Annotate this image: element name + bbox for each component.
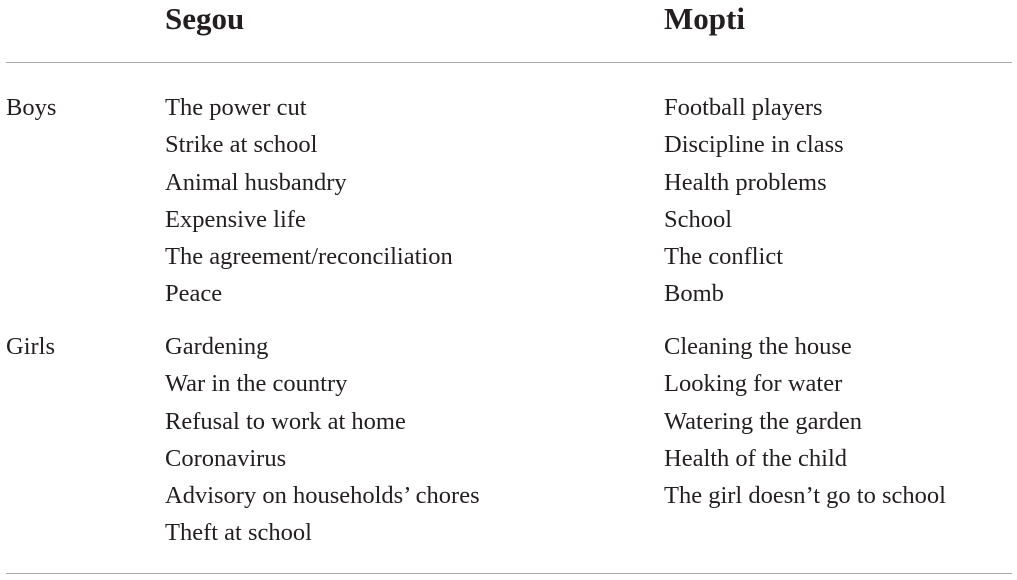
list-item: Football players [664,94,823,121]
list-item: The conflict [664,243,784,271]
column-header-mopti: Mopti [664,1,745,36]
cell-boys-segou [165,89,453,313]
list-item: Advisory on households’ chores [165,482,480,510]
list-item: Health of the child [664,444,848,472]
list-item: The agreement/reconciliation [165,243,453,271]
list-item: Cleaning the house [664,333,852,360]
row-label-girls: Girls [6,333,55,360]
list-item: Coronavirus [165,444,287,472]
list-item: Peace [165,280,223,308]
cell-girls-segou [165,328,480,552]
header-divider [6,62,1012,63]
list-item: The girl doesn’t go to school [664,482,946,510]
list-item: Discipline in class [664,131,844,159]
list-item: Gardening [165,333,269,360]
list-item: Watering the garden [664,407,863,435]
list-item: Looking for water [664,370,843,398]
list-item: War in the country [165,370,348,398]
list-item: Expensive life [165,205,306,233]
list-item: Strike at school [165,131,318,159]
list-item: Health problems [664,168,827,196]
cell-girls-mopti [664,328,946,514]
list-item: Animal husbandry [165,168,347,196]
list-item: Refusal to work at home [165,407,406,435]
list-item: School [664,205,733,233]
cell-boys-mopti [664,89,844,313]
list-item: Bomb [664,280,724,308]
list-item: The power cut [165,94,307,121]
list-item: Theft at school [165,519,312,547]
row-label-boys: Boys [6,94,57,121]
column-header-segou: Segou [165,1,245,36]
table-bottom-rule [6,573,1012,574]
